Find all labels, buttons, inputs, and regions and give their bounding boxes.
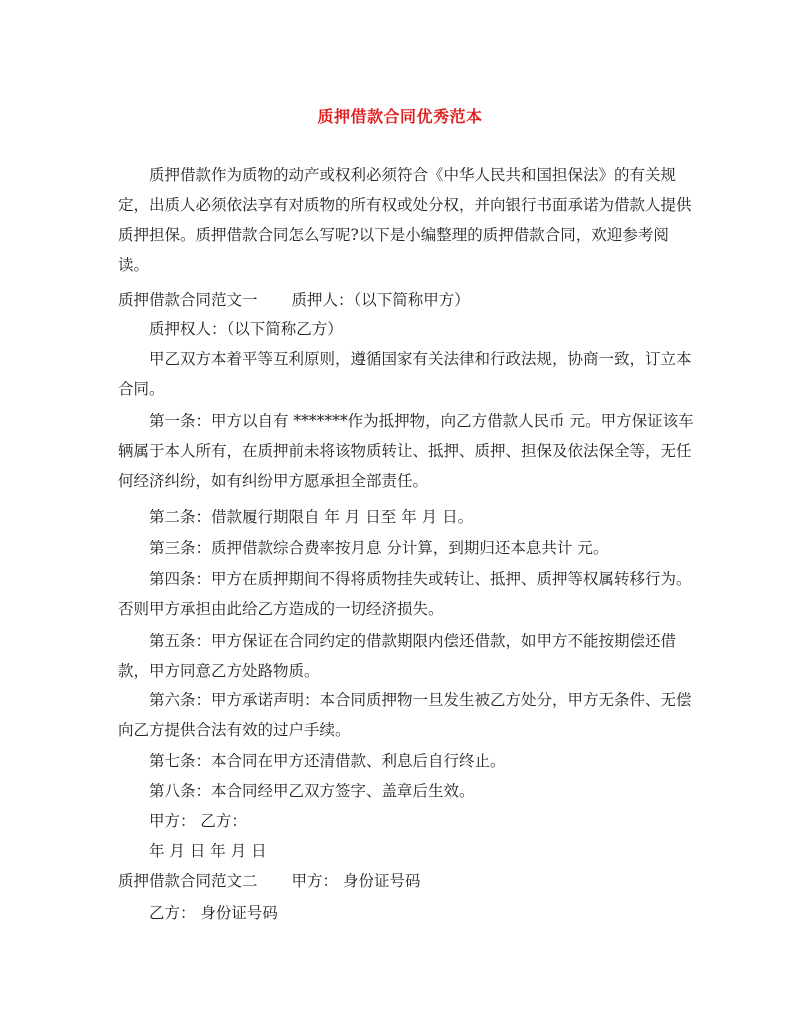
preamble-paragraph: 甲乙双方本着平等互利原则，遵循国家有关法律和行政法规，协商一致，订立本合同。	[118, 350, 692, 398]
clause-8: 第八条：本合同经甲乙双方签字、盖章后生效。	[149, 782, 475, 800]
document-title: 质押借款合同优秀范本	[317, 107, 483, 126]
pledgor-line: 质押人：（以下简称甲方）	[291, 291, 470, 309]
intro-paragraph: 质押借款作为质物的动产或权利必须符合《中华人民共和国担保法》的有关规定，出质人必须依法享有对质物的所有权或处分权，并向银行书面承诺为借款人提供质押担保。质押借款合同怎么写呢?以下是小编整理的质押借款合同，欢迎参考阅读。	[118, 166, 692, 274]
date-line: 年 月 日 年 月 日	[149, 842, 267, 860]
pledgee-line: 质押权人：（以下简称乙方）	[149, 320, 343, 338]
sample2-heading-line	[118, 866, 698, 896]
sample1-heading: 质押借款合同范文一	[118, 291, 258, 309]
clause-1: 第一条：甲方以自有 *******作为抵押物，向乙方借款人民币 元。甲方保证该车辆属于本人所有，在质押前未将该物质转让、抵押、质押、担保及依法保全等，无任何经济纠纷，如有纠纷甲方愿承担全部责任。	[118, 412, 694, 490]
clause-3: 第三条：质押借款综合费率按月息 分计算，到期归还本息共计 元。	[149, 539, 609, 557]
clause-2: 第二条：借款履行期限自 年 月 日至 年 月 日。	[149, 508, 474, 526]
party-b-line: 乙方： 身份证号码	[149, 904, 278, 922]
clause-7: 第七条：本合同在甲方还清借款、利息后自行终止。	[149, 752, 506, 770]
clause-5: 第五条：甲方保证在合同约定的借款期限内偿还借款，如甲方不能按期偿还借款，甲方同意乙方处路物质。	[118, 632, 677, 680]
sample1-heading-line	[118, 285, 698, 315]
sample2-heading: 质押借款合同范文二	[118, 872, 258, 890]
clause-4: 第四条：甲方在质押期间不得将质物挂失或转让、抵押、质押等权属转移行为。否则甲方承担由此给乙方造成的一切经济损失。	[118, 570, 692, 618]
party-a-line: 甲方： 身份证号码	[291, 872, 421, 890]
clause-6: 第六条：甲方承诺声明：本合同质押物一旦发生被乙方处分，甲方无条件、无偿向乙方提供合法有效的过户手续。	[118, 691, 692, 739]
signature-line: 甲方： 乙方：	[149, 812, 247, 830]
